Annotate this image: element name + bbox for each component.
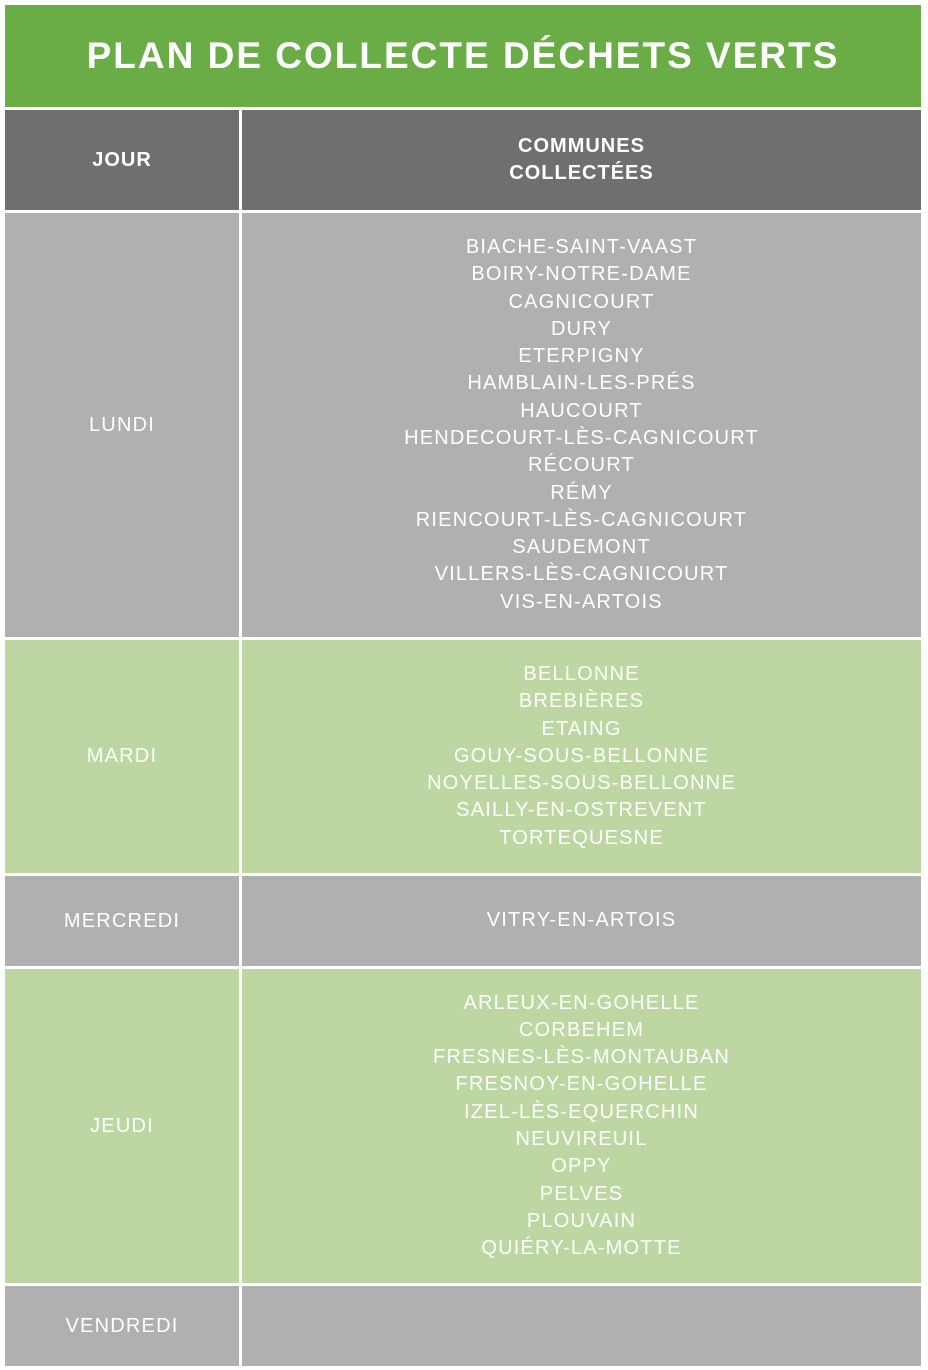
commune-name: DURY bbox=[550, 317, 613, 340]
commune-name: BELLONNE bbox=[523, 662, 640, 685]
day-label: JEUDI bbox=[90, 1114, 154, 1137]
table-header bbox=[5, 110, 921, 210]
commune-name: VIS-EN-ARTOIS bbox=[500, 590, 663, 613]
commune-name: OPPY bbox=[551, 1155, 612, 1178]
day-cell bbox=[5, 876, 239, 966]
commune-name: RÉMY bbox=[550, 481, 613, 504]
day-label: VENDREDI bbox=[65, 1314, 179, 1337]
communes-cell bbox=[242, 876, 921, 966]
commune-name: CORBEHEM bbox=[518, 1018, 645, 1041]
header-communes bbox=[242, 110, 921, 210]
commune-name: GOUY-SOUS-BELLONNE bbox=[453, 744, 710, 767]
commune-name: PELVES bbox=[539, 1182, 624, 1205]
day-cell bbox=[5, 640, 239, 873]
commune-name: BREBIÈRES bbox=[518, 690, 645, 713]
commune-name: BIACHE-SAINT-VAAST bbox=[465, 235, 698, 258]
communes-cell bbox=[242, 213, 921, 637]
commune-name: HAUCOURT bbox=[520, 399, 643, 422]
communes-cell bbox=[242, 1286, 921, 1366]
commune-name: SAILLY-EN-OSTREVENT bbox=[456, 799, 707, 822]
commune-name: VILLERS-LÈS-CAGNICOURT bbox=[434, 563, 729, 586]
commune-name: ARLEUX-EN-GOHELLE bbox=[463, 991, 700, 1014]
commune-name: HENDECOURT-LÈS-CAGNICOURT bbox=[404, 427, 759, 449]
commune-name: PLOUVAIN bbox=[526, 1209, 637, 1232]
day-label: MARDI bbox=[86, 745, 158, 767]
day-label: LUNDI bbox=[88, 413, 155, 436]
commune-name: FRESNOY-EN-GOHELLE bbox=[455, 1073, 708, 1096]
communes-cell bbox=[242, 640, 921, 873]
commune-name: HAMBLAIN-LES-PRÉS bbox=[467, 372, 696, 395]
table-row bbox=[5, 876, 921, 966]
page-title: PLAN DE COLLECTE DÉCHETS VERTS bbox=[5, 5, 921, 107]
day-label: MERCREDI bbox=[63, 909, 181, 932]
header-communes-line2: COLLECTÉES bbox=[509, 162, 654, 184]
day-cell bbox=[5, 1286, 239, 1366]
commune-name: SAUDEMONT bbox=[512, 536, 651, 559]
commune-name: NOYELLES-SOUS-BELLONNE bbox=[427, 772, 736, 795]
table-row bbox=[5, 1286, 921, 1366]
commune-name: NEUVIREUIL bbox=[515, 1128, 648, 1150]
commune-name: CAGNICOURT bbox=[508, 290, 655, 313]
commune-name: VITRY-EN-ARTOIS bbox=[486, 909, 677, 932]
commune-name: BOIRY-NOTRE-DAME bbox=[471, 263, 692, 286]
commune-name: ETAING bbox=[541, 717, 622, 740]
communes-cell bbox=[242, 969, 921, 1283]
commune-name: IZEL-LÈS-EQUERCHIN bbox=[464, 1100, 699, 1123]
commune-name: QUIÉRY-LA-MOTTE bbox=[481, 1237, 682, 1260]
header-communes-line1: COMMUNES bbox=[518, 135, 645, 157]
table-row bbox=[5, 969, 921, 1283]
day-cell bbox=[5, 213, 239, 637]
table-row bbox=[5, 213, 921, 637]
commune-name: TORTEQUESNE bbox=[499, 826, 664, 849]
day-cell bbox=[5, 969, 239, 1283]
commune-name: RÉCOURT bbox=[528, 454, 635, 477]
header-day: JOUR bbox=[5, 110, 239, 210]
table-row bbox=[5, 640, 921, 873]
commune-name: RIENCOURT-LÈS-CAGNICOURT bbox=[415, 508, 748, 531]
commune-name: ETERPIGNY bbox=[518, 345, 645, 368]
commune-name: FRESNES-LÈS-MONTAUBAN bbox=[432, 1046, 731, 1069]
